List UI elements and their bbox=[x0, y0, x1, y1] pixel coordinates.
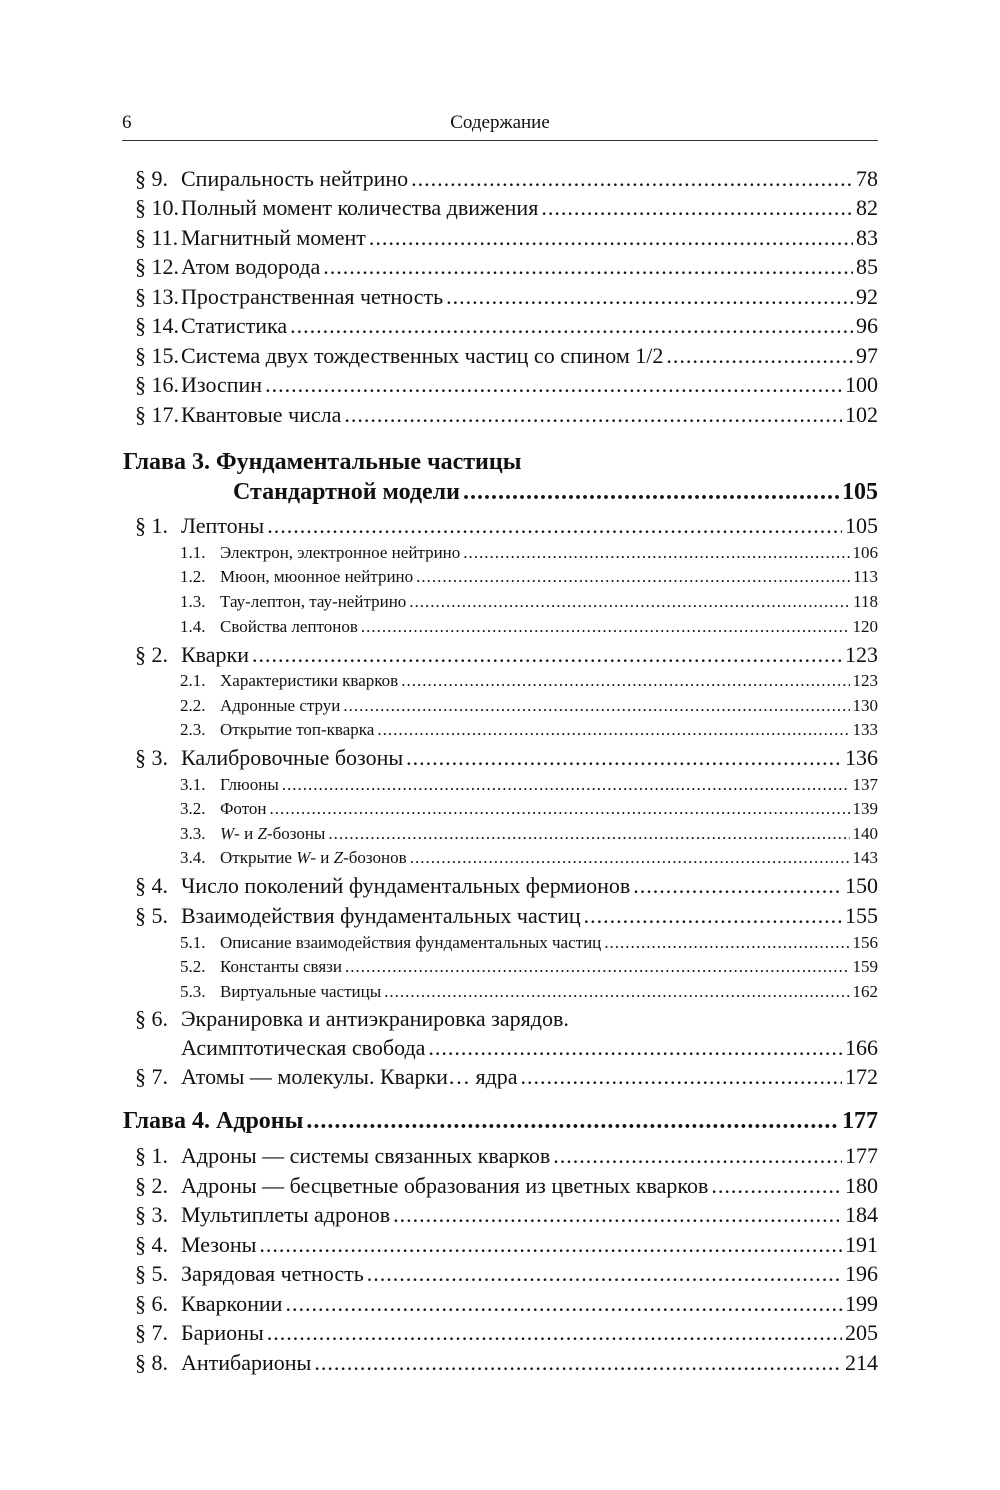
entry-page: 106 bbox=[852, 543, 878, 562]
leader-dots bbox=[369, 225, 853, 247]
entry-page: 120 bbox=[852, 617, 878, 636]
toc-subentry[interactable]: 5.1. Описание взаимодействия фундаментальных частиц ..... 156 bbox=[180, 933, 878, 953]
toc-subentry[interactable]: 2.2. Адронные струи ..... 130 bbox=[180, 696, 878, 716]
entry-title: Взаимодействия фундаментальных частиц bbox=[181, 903, 581, 928]
entry-title: Описание взаимодействия фундаментальных частиц bbox=[220, 933, 602, 952]
leader-dots bbox=[290, 313, 853, 335]
leader-dots bbox=[267, 513, 842, 535]
leader-dots bbox=[345, 957, 850, 974]
entry-page: 97 bbox=[856, 343, 878, 368]
entry-page: 136 bbox=[845, 745, 878, 770]
toc-entry[interactable]: § 4. Мезоны ..... 191 bbox=[135, 1232, 878, 1258]
leader-dots bbox=[323, 254, 853, 276]
entry-title: Лептоны bbox=[181, 513, 265, 538]
entry-page: 205 bbox=[845, 1320, 878, 1345]
entry-title: Антибарионы bbox=[181, 1350, 312, 1375]
entry-page: 214 bbox=[845, 1350, 878, 1375]
entry-title: Статистика bbox=[181, 313, 288, 338]
entry-page: 123 bbox=[845, 642, 878, 667]
entry-title: Изоспин bbox=[181, 372, 263, 397]
entry-page: 172 bbox=[845, 1064, 878, 1089]
toc-entry-line2[interactable] bbox=[181, 1035, 878, 1061]
page-number: 6 bbox=[122, 112, 132, 133]
toc-entry[interactable]: § 15. Система двух тождественных частиц со спином 1/2 ..... 97 bbox=[135, 343, 878, 369]
entry-title: Полный момент количества движения bbox=[181, 195, 539, 220]
toc-subentry[interactable]: 3.2. Фотон ..... 139 bbox=[180, 799, 878, 819]
entry-title: Мезоны bbox=[181, 1232, 257, 1257]
toc-entry[interactable]: § 3. Мультиплеты адронов ..... 184 bbox=[135, 1202, 878, 1228]
toc-entry[interactable]: § 7. Атомы — молекулы. Кварки… ядра ..... 172 bbox=[135, 1064, 878, 1090]
chapter-4-page: 177 bbox=[842, 1108, 878, 1134]
leader-dots bbox=[265, 372, 842, 394]
leader-dots bbox=[367, 1261, 842, 1283]
leader-dots bbox=[282, 775, 850, 792]
leader-dots bbox=[446, 284, 853, 306]
entry-title: Кварки bbox=[181, 642, 249, 667]
leader-dots bbox=[666, 343, 853, 365]
chapter-3-title-line2: Стандартной модели bbox=[233, 479, 460, 505]
entry-page: 82 bbox=[856, 195, 878, 220]
leader-dots bbox=[406, 745, 842, 767]
toc-entry[interactable]: § 5. Взаимодействия фундаментальных частиц ..... 155 bbox=[135, 903, 878, 929]
leader-dots bbox=[553, 1143, 842, 1165]
leader-dots bbox=[252, 642, 842, 664]
entry-title: Открытие W- и Z-бозонов bbox=[220, 848, 407, 867]
entry-title: Калибровочные бозоны bbox=[181, 745, 404, 770]
toc-entry[interactable]: § 7. Барионы ..... 205 bbox=[135, 1320, 878, 1346]
toc-entry[interactable]: § 10. Полный момент количества движения ..... 82 bbox=[135, 195, 878, 221]
chapter-4-title: Глава 4. Адроны bbox=[123, 1108, 304, 1134]
chapter-3-title-line1[interactable]: Глава 3. Фундаментальные частицы bbox=[123, 449, 522, 475]
entry-page: 78 bbox=[856, 166, 878, 191]
leader-dots bbox=[401, 671, 849, 688]
toc-entry[interactable]: § 9. Спиральность нейтрино ..... 78 bbox=[135, 166, 878, 192]
entry-title: Число поколений фундаментальных фермионов bbox=[181, 873, 631, 898]
entry-title: Квантовые числа bbox=[181, 402, 342, 427]
toc-entry[interactable]: § 17. Квантовые числа ..... 102 bbox=[135, 402, 878, 428]
entry-title: Глюоны bbox=[220, 775, 279, 794]
toc-subentry[interactable]: 2.3. Открытие топ-кварка ..... 133 bbox=[180, 720, 878, 740]
entry-title: Фотон bbox=[220, 799, 267, 818]
entry-page: 150 bbox=[845, 873, 878, 898]
toc-entry[interactable]: § 4. Число поколений фундаментальных фермионов ..... 150 bbox=[135, 873, 878, 899]
leader-dots bbox=[344, 402, 842, 424]
entry-page: 180 bbox=[845, 1173, 878, 1198]
entry-title: W- и Z-бозоны bbox=[220, 824, 326, 843]
entry-page: 196 bbox=[845, 1261, 878, 1286]
entry-title: Барионы bbox=[181, 1320, 264, 1345]
toc-entry[interactable]: § 6. Кварконии ..... 199 bbox=[135, 1291, 878, 1317]
entry-title: Пространственная четность bbox=[181, 284, 444, 309]
leader-dots bbox=[285, 1291, 842, 1313]
entry-page: 137 bbox=[852, 775, 878, 794]
toc-entry[interactable]: § 2. Кварки ..... 123 bbox=[135, 642, 878, 668]
entry-page: 159 bbox=[852, 957, 878, 976]
leader-dots bbox=[409, 592, 850, 609]
entry-page: 156 bbox=[852, 933, 878, 952]
toc-subentry[interactable]: 5.2. Константы связи ..... 159 bbox=[180, 957, 878, 977]
leader-dots bbox=[343, 696, 849, 713]
entry-page: 155 bbox=[845, 903, 878, 928]
leader-dots bbox=[463, 543, 849, 560]
leader-dots bbox=[361, 617, 850, 634]
entry-page: 162 bbox=[852, 982, 878, 1001]
entry-title: Зарядовая четность bbox=[181, 1261, 364, 1286]
entry-title: Электрон, электронное нейтрино bbox=[220, 543, 461, 562]
leader-dots bbox=[584, 903, 842, 925]
entry-page: 113 bbox=[853, 567, 878, 586]
leader-dots bbox=[521, 1064, 842, 1086]
entry-title: Спиральность нейтрино bbox=[181, 166, 409, 191]
entry-title: Константы связи bbox=[220, 957, 342, 976]
chapter-3-page: 105 bbox=[842, 479, 878, 505]
entry-page: 105 bbox=[845, 513, 878, 538]
leader-dots bbox=[314, 1350, 842, 1372]
chapter-3-entry[interactable] bbox=[233, 479, 878, 506]
toc-subentry[interactable]: 1.1. Электрон, электронное нейтрино ..... 106 bbox=[180, 543, 878, 563]
entry-title: Виртуальные частицы bbox=[220, 982, 382, 1001]
leader-dots bbox=[541, 195, 853, 217]
entry-page: 83 bbox=[856, 225, 878, 250]
entry-title: Атомы — молекулы. Кварки… ядра bbox=[181, 1064, 518, 1089]
toc-entry[interactable]: § 3. Калибровочные бозоны ..... 136 bbox=[135, 745, 878, 771]
toc-entry[interactable]: § 5. Зарядовая четность ..... 196 bbox=[135, 1261, 878, 1287]
entry-page: 85 bbox=[856, 254, 878, 279]
entry-title: Свойства лептонов bbox=[220, 617, 358, 636]
toc-subentry[interactable]: 1.3. Тау-лептон, тау-нейтрино ..... 118 bbox=[180, 592, 878, 612]
entry-page: 100 bbox=[845, 372, 878, 397]
leader-dots bbox=[711, 1173, 842, 1195]
entry-page: 177 bbox=[845, 1143, 878, 1168]
toc-entry[interactable]: § 16. Изоспин ..... 100 bbox=[135, 372, 878, 398]
entry-page: 118 bbox=[853, 592, 878, 611]
entry-page: 166 bbox=[845, 1035, 878, 1060]
leader-dots bbox=[416, 567, 850, 584]
toc-subentry[interactable]: 3.3. W- и Z-бозоны ..... 140 bbox=[180, 824, 878, 844]
entry-title: Кварконии bbox=[181, 1291, 283, 1316]
leader-dots bbox=[411, 166, 853, 188]
entry-page: 139 bbox=[852, 799, 878, 818]
entry-page: 140 bbox=[852, 824, 878, 843]
entry-title: Адроны — системы связанных кварков bbox=[181, 1143, 551, 1168]
toc-entry[interactable]: § 1. Адроны — системы связанных кварков ..... 177 bbox=[135, 1143, 878, 1169]
leader-dots bbox=[393, 1202, 842, 1224]
leader-dots bbox=[259, 1232, 842, 1254]
entry-title: Характеристики кварков bbox=[220, 671, 399, 690]
entry-title: Открытие топ-кварка bbox=[220, 720, 375, 739]
entry-page: 123 bbox=[852, 671, 878, 690]
toc-subentry[interactable]: 3.1. Глюоны ..... 137 bbox=[180, 775, 878, 795]
entry-title: Тау-лептон, тау-нейтрино bbox=[220, 592, 407, 611]
toc-subentry[interactable]: 5.3. Виртуальные частицы ..... 162 bbox=[180, 982, 878, 1002]
entry-title: Адроны — бесцветные образования из цветных кварков bbox=[181, 1173, 709, 1198]
toc-entry[interactable]: § 2. Адроны — бесцветные образования из цветных кварков ..... 180 bbox=[135, 1173, 878, 1199]
leader-dots bbox=[384, 982, 849, 999]
entry-page: 130 bbox=[852, 696, 878, 715]
toc-subentry[interactable]: 2.1. Характеристики кварков ..... 123 bbox=[180, 671, 878, 691]
entry-title: Мультиплеты адронов bbox=[181, 1202, 391, 1227]
toc-entry[interactable]: § 12. Атом водорода ..... 85 bbox=[135, 254, 878, 280]
toc-entry[interactable]: § 13. Пространственная четность ..... 92 bbox=[135, 284, 878, 310]
toc-subentry[interactable]: 1.4. Свойства лептонов ..... 120 bbox=[180, 617, 878, 637]
entry-page: 199 bbox=[845, 1291, 878, 1316]
leader-dots bbox=[270, 799, 850, 816]
toc-entry[interactable]: § 8. Антибарионы ..... 214 bbox=[135, 1350, 878, 1376]
leader-dots bbox=[328, 824, 849, 841]
toc-entry[interactable]: § 1. Лептоны ..... 105 bbox=[135, 513, 878, 539]
entry-title: Асимптотическая свобода bbox=[181, 1035, 426, 1060]
toc-entry[interactable]: § 14. Статистика ..... 96 bbox=[135, 313, 878, 339]
entry-title: Адронные струи bbox=[220, 696, 341, 715]
entry-title: Система двух тождественных частиц со спином 1/2 bbox=[181, 343, 664, 368]
leader-dots bbox=[604, 933, 849, 950]
leader-dots bbox=[410, 848, 850, 865]
entry-page: 143 bbox=[852, 848, 878, 867]
entry-page: 133 bbox=[852, 720, 878, 739]
entry-page: 96 bbox=[856, 313, 878, 338]
leader-dots bbox=[267, 1320, 842, 1342]
toc-entry-line1[interactable]: § 6. Экранировка и антиэкранировка зарядов. bbox=[135, 1006, 569, 1031]
entry-page: 191 bbox=[845, 1232, 878, 1257]
leader-dots bbox=[633, 873, 842, 895]
chapter-4-entry[interactable] bbox=[123, 1108, 878, 1135]
entry-page: 92 bbox=[856, 284, 878, 309]
toc-entry[interactable]: § 11. Магнитный момент ..... 83 bbox=[135, 225, 878, 251]
leader-dots bbox=[463, 479, 839, 503]
toc-subentry[interactable]: 3.4. Открытие W- и Z-бозонов ..... 143 bbox=[180, 848, 878, 868]
entry-title: Мюон, мюонное нейтрино bbox=[220, 567, 414, 586]
entry-title: Атом водорода bbox=[181, 254, 321, 279]
entry-page: 102 bbox=[845, 402, 878, 427]
leader-dots bbox=[428, 1035, 842, 1057]
entry-title: Магнитный момент bbox=[181, 225, 366, 250]
entry-page: 184 bbox=[845, 1202, 878, 1227]
leader-dots bbox=[306, 1108, 839, 1132]
running-title: Содержание bbox=[450, 112, 550, 133]
entry-title: Экранировка и антиэкранировка зарядов. bbox=[181, 1006, 569, 1031]
toc-subentry[interactable]: 1.2. Мюон, мюонное нейтрино ..... 113 bbox=[180, 567, 878, 587]
leader-dots bbox=[377, 720, 849, 737]
